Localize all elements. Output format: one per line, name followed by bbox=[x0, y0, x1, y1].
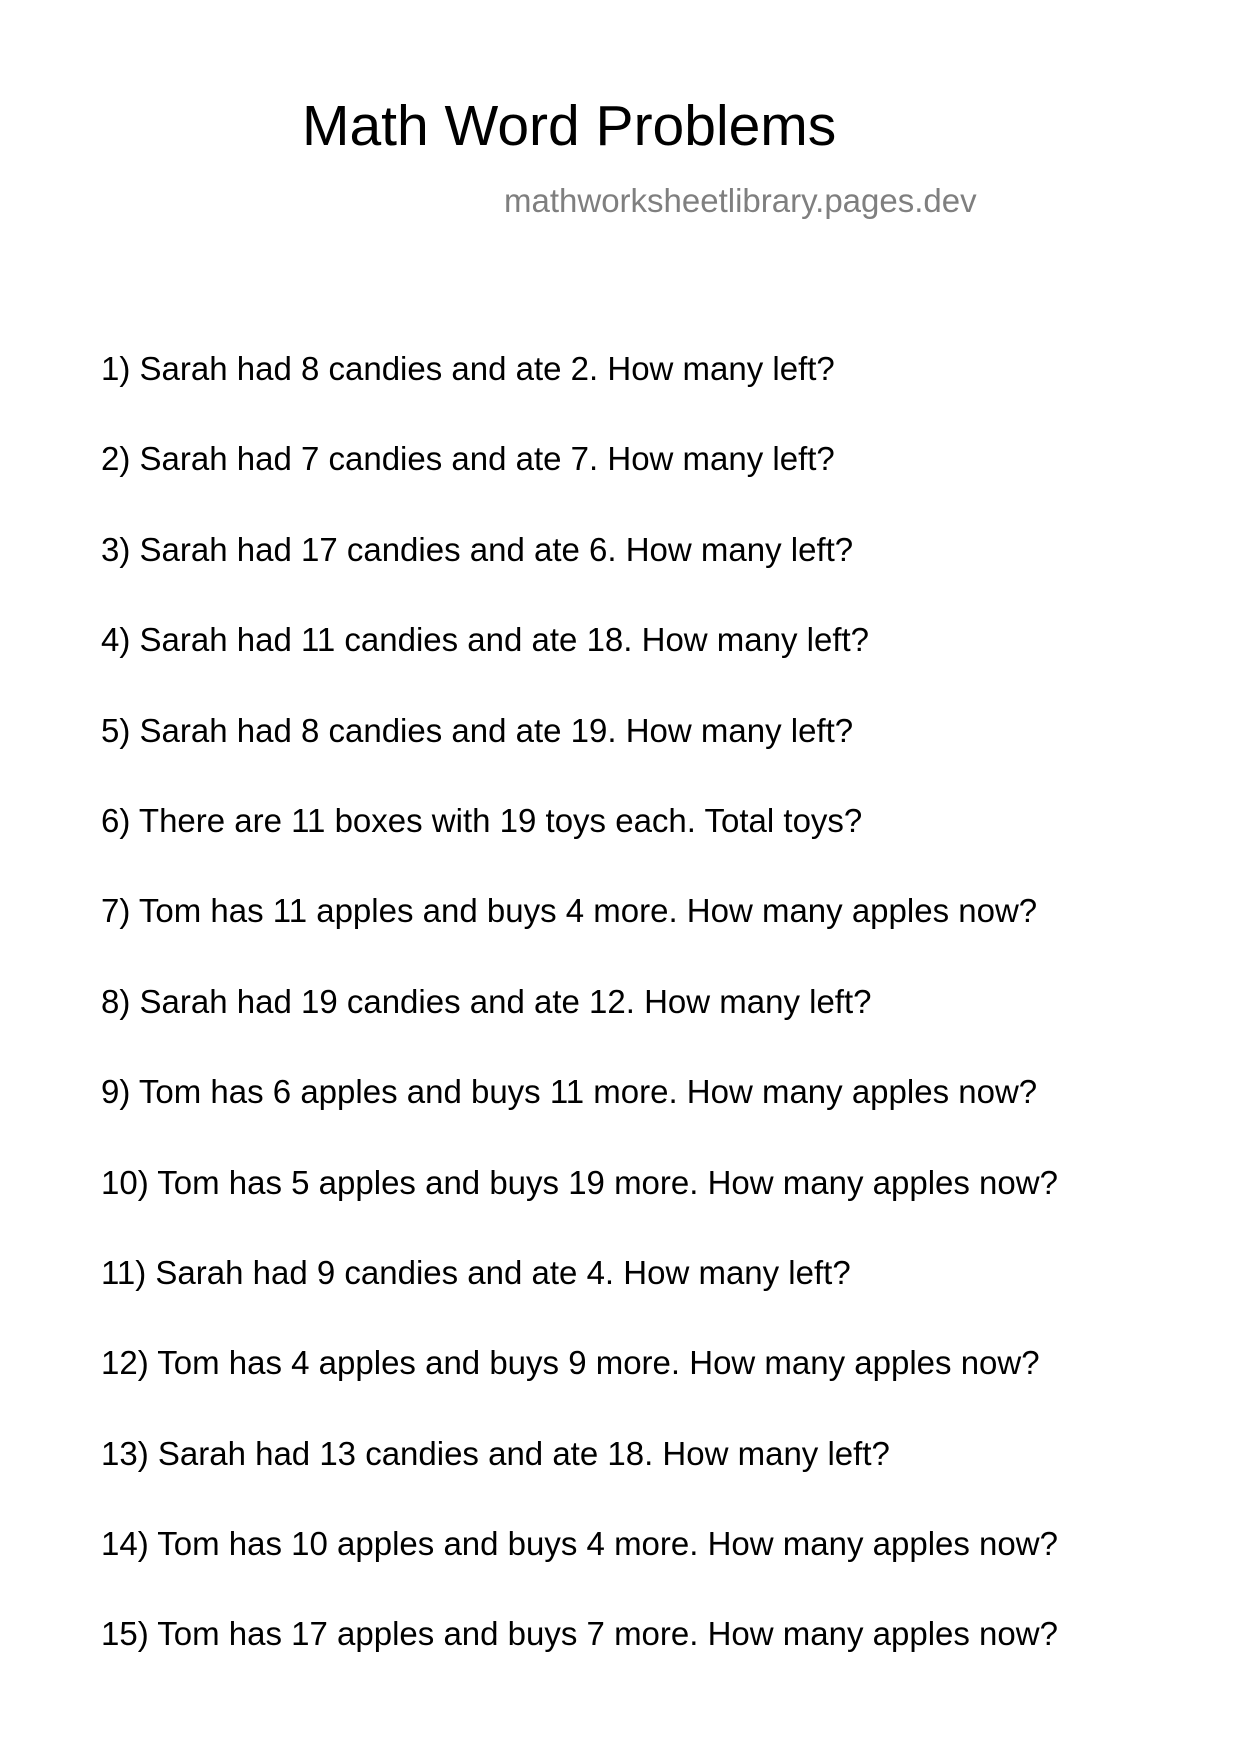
problem-item: 5) Sarah had 8 candies and ate 19. How many left? bbox=[101, 711, 854, 749]
page-title: Math Word Problems bbox=[302, 94, 837, 158]
site-url: mathworksheetlibrary.pages.dev bbox=[504, 182, 977, 219]
problem-item: 14) Tom has 10 apples and buys 4 more. How many apples now? bbox=[101, 1525, 1058, 1563]
problem-item: 8) Sarah had 19 candies and ate 12. How many left? bbox=[101, 982, 872, 1020]
problem-item: 2) Sarah had 7 candies and ate 7. How many left? bbox=[101, 440, 835, 478]
problem-item: 10) Tom has 5 apples and buys 19 more. How many apples now? bbox=[101, 1163, 1058, 1201]
problem-item: 1) Sarah had 8 candies and ate 2. How many left? bbox=[101, 350, 835, 387]
problem-item: 9) Tom has 6 apples and buys 11 more. How many apples now? bbox=[101, 1073, 1038, 1111]
problem-item: 12) Tom has 4 apples and buys 9 more. How many apples now? bbox=[101, 1344, 1040, 1382]
problem-item: 3) Sarah had 17 candies and ate 6. How many left? bbox=[101, 530, 854, 568]
problem-item: 4) Sarah had 11 candies and ate 18. How many left? bbox=[101, 621, 870, 659]
problem-item: 6) There are 11 boxes with 19 toys each. Total toys? bbox=[101, 801, 863, 839]
problem-list bbox=[101, 352, 1058, 1708]
problem-item: 11) Sarah had 9 candies and ate 4. How many left? bbox=[101, 1253, 851, 1291]
problem-item: 7) Tom has 11 apples and buys 4 more. How many apples now? bbox=[101, 892, 1038, 930]
problem-item: 15) Tom has 17 apples and buys 7 more. How many apples now? bbox=[101, 1615, 1058, 1653]
problem-item: 13) Sarah had 13 candies and ate 18. How many left? bbox=[101, 1434, 890, 1472]
